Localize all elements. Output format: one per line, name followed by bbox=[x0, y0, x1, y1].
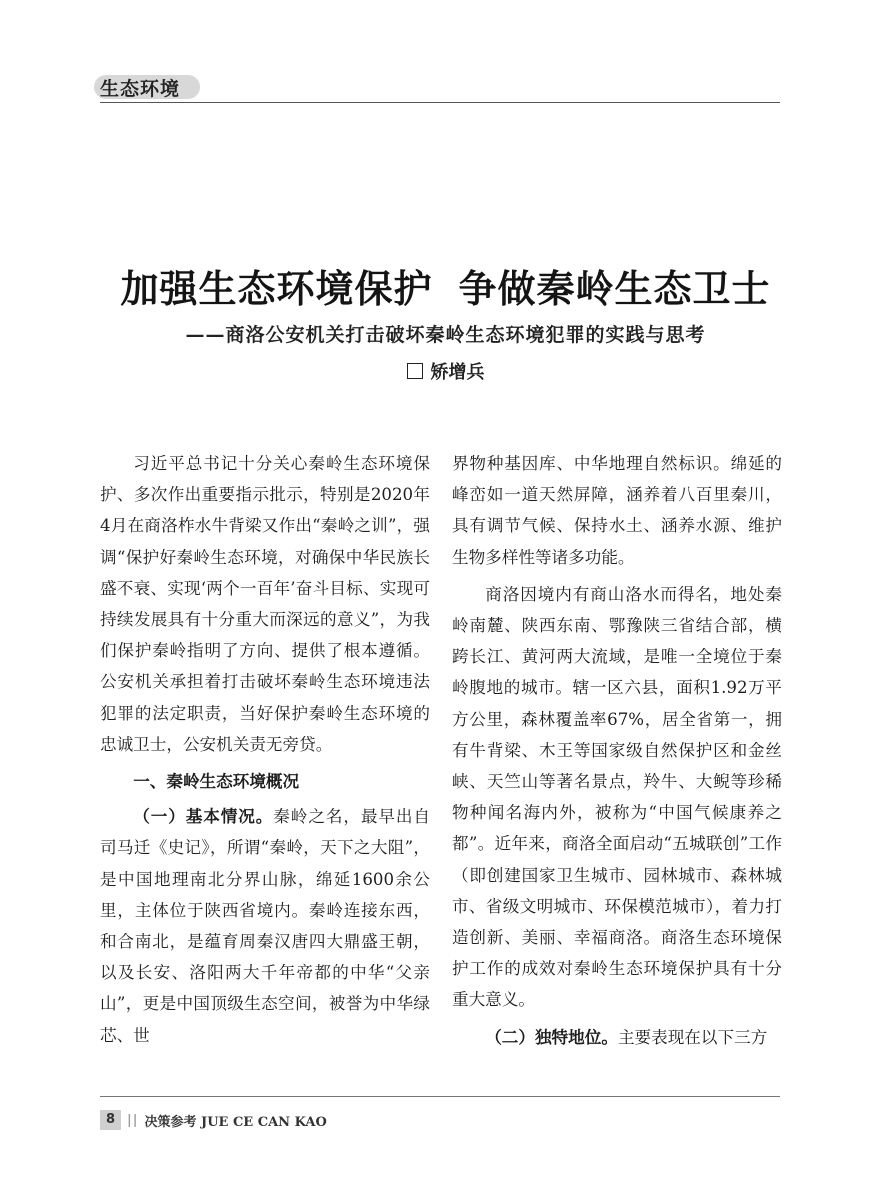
paragraph-intro: 习近平总书记十分关心秦岭生态环境保护、多次作出重要指示批示，特别是2020年4月在商洛柞水牛背梁又作出“秦岭之训”，强调“保护好秦岭生态环境，对确保中华民族长盛不衰、实现‘两个一百年’奋斗目标、实现可持续发展具有十分重大而深远的意义”，为我们保护秦岭指明了方向、提供了根本遵循。公安机关承担着打击破坏秦岭生态环境违法犯罪的法定职责，当好保护秦岭生态环境的忠诚卫士，公安机关责无旁贷。 bbox=[100, 454, 430, 754]
paragraph-text: 主要表现在以下三方 bbox=[617, 1027, 768, 1047]
footer-divider bbox=[100, 1096, 780, 1097]
header-divider bbox=[100, 102, 780, 103]
author-line bbox=[0, 358, 891, 384]
separator-bars: || bbox=[127, 1112, 139, 1128]
section-tag-label: 生态环境 bbox=[100, 77, 181, 100]
paragraph-text: 秦岭之名，最早出自司马迁《史记》，所谓“秦岭，天下之大阻”，是中国地理南北分界山脉，绵延1600余公里，主体位于陕西省境内。秦岭连接东西，和合南北，是蕴育周秦汉唐四大鼎盛王朝，以及长安、洛阳两大千年帝都的中华“父亲山”，更是中国顶级生态空间，被誉为中华绿芯、世 bbox=[100, 807, 430, 1045]
section-tag bbox=[100, 73, 180, 101]
square-icon bbox=[407, 363, 423, 379]
page-number: 8 bbox=[100, 1110, 121, 1130]
paragraph-basic-info bbox=[100, 801, 430, 1051]
paragraph-unique-status bbox=[452, 1022, 782, 1053]
left-column bbox=[100, 448, 430, 1057]
article-title bbox=[0, 258, 891, 313]
author-name: 矫增兵 bbox=[430, 362, 485, 383]
section-heading: 一、秦岭生态环境概况 bbox=[133, 772, 300, 792]
journal-name: 决策参考 JUE CE CAN KAO bbox=[144, 1114, 327, 1130]
title-part-2: 争做秦岭生态卫士 bbox=[458, 267, 771, 311]
paragraph-shangluo: 商洛因境内有商山洛水而得名，地处秦岭南麓、陕西东南、鄂豫陕三省结合部，横跨长江、黄河两大流域，是唯一全境位于秦岭腹地的城市。辖一区六县，面积1.92万平方公里，森林覆盖率67%，居全省第一，拥有牛背梁、木王等国家级自然保护区和金丝峡、天竺山等著名景点，羚牛、大鲵等珍稀物种闻名海内外，被称为“中国气候康养之都”。近年来，商洛全面启动“五城联创”工作（即创建国家卫生城市、园林城市、森林城市、省级文明城市、环保模范城市），着力打造创新、美丽、幸福商洛。商洛生态环境保护工作的成效对秦岭生态环境保护具有十分重大意义。 bbox=[452, 584, 782, 1010]
paragraph-lead: （一）基本情况。 bbox=[133, 807, 274, 827]
title-part-1: 加强生态环境保护 bbox=[120, 267, 433, 311]
paragraph-continued: 界物种基因库、中华地理自然标识。绵延的峰峦如一道天然屏障，涵养着八百里秦川，具有调节气候、保持水土、涵养水源、维护生物多样性等诸多功能。 bbox=[452, 454, 782, 567]
article-subtitle: ——商洛公安机关打击破坏秦岭生态环境犯罪的实践与思考 bbox=[185, 324, 706, 346]
right-column bbox=[452, 448, 782, 1059]
footer bbox=[100, 1109, 327, 1131]
paragraph-lead: （二）独特地位。 bbox=[485, 1027, 618, 1047]
